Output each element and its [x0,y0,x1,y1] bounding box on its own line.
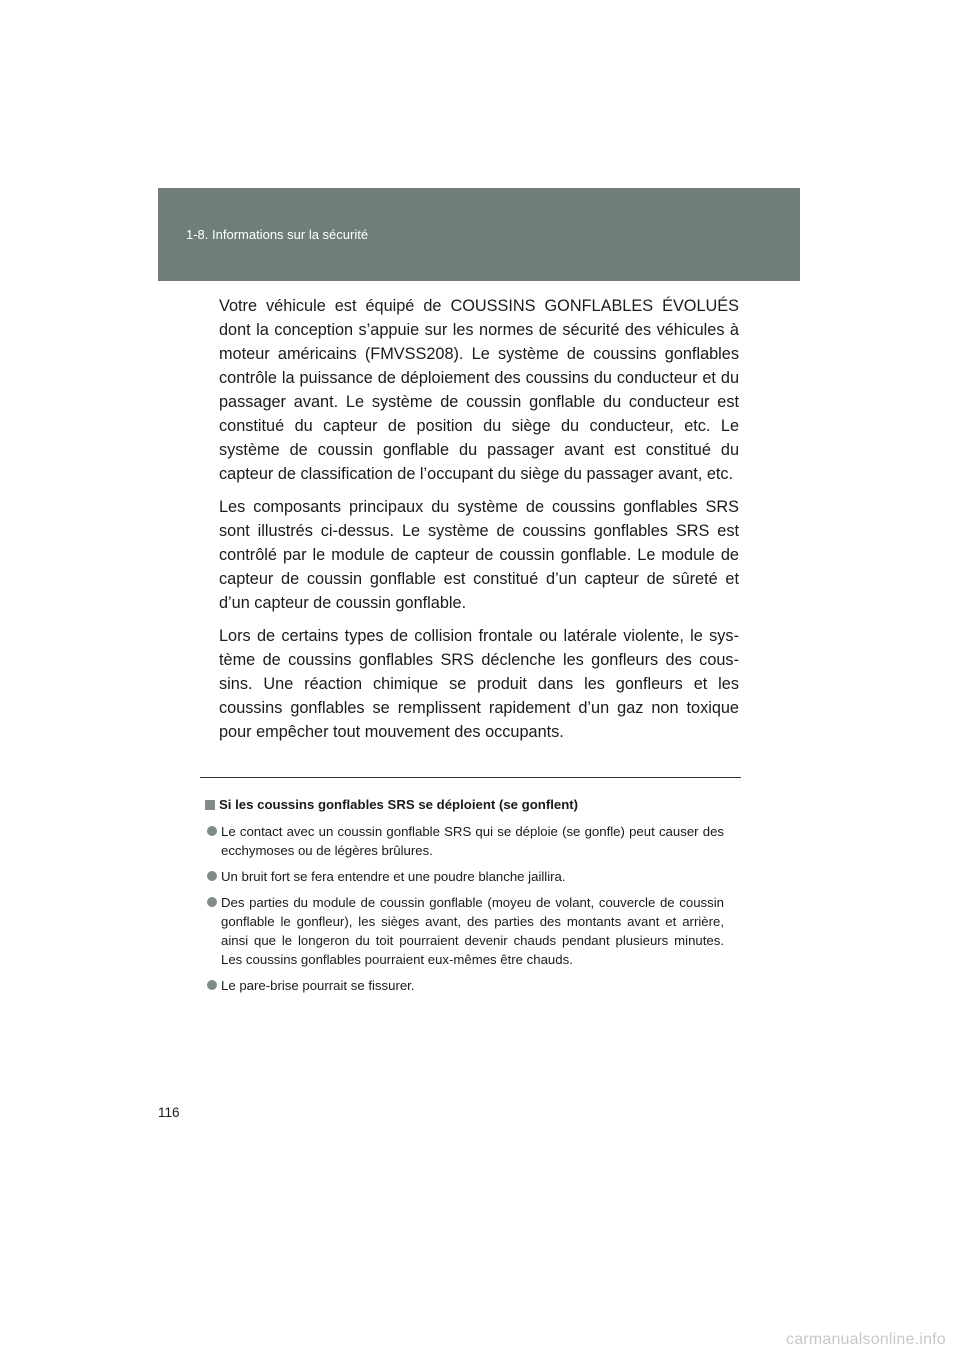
page-number: 116 [158,1105,180,1120]
list-item-text: Le contact avec un coussin gonflable SRS qui se déploie (se gonfle) peut causer des ecchymoses ou de légères brûlures. [221,824,724,858]
notes-heading-text: Si les coussins gonflables SRS se déploient (se gonflent) [219,797,579,812]
paragraph: Votre véhicule est équipé de COUSSINS GONFLABLES ÉVOLUÉS dont la conception s’appuie sur les normes de sécurité des véhicules à moteur américains (FMVSS208). Le système de coussins gonflables contrôle la puissance de déploiement des coussins du conducteur et du passager avant. Le système de coussin gonflable du conducteur est constitué du capteur de position du siège du conducteur, etc. Le système de coussin gonflable du passager avant est constitué du capteur de classification de l’occupant du siège du passager avant, etc. [219,297,739,483]
list-item [204,867,724,886]
circle-bullet-icon [207,897,217,907]
list-item-text: Le pare-brise pourrait se fissurer. [221,978,415,993]
section-divider [200,777,741,778]
list-item [204,822,724,860]
section-header-band [158,188,800,281]
circle-bullet-icon [207,980,217,990]
main-content [219,294,739,753]
square-bullet-icon [205,800,215,810]
list-item-text: Des parties du module de coussin gonflable (moyeu de volant, couvercle de coussin gonflable le gonfleur), les sièges avant, des parties des montants avant et arrière, ainsi que le longeron du toit pourraient devenir chauds pendant plusieurs minutes. Les coussins gonflables pourraient eux-mêmes être chauds. [221,895,724,967]
circle-bullet-icon [207,871,217,881]
notes-heading [204,796,724,814]
list-item [204,976,724,995]
section-title: 1-8. Informations sur la sécurité [186,227,369,242]
paragraph: Les composants principaux du système de coussins gonflables SRS sont illustrés ci-dessus. Le système de coussins gonflables SRS est contrôlé par le module de capteur de coussin gonflable. Le module de capteur de coussin gonflable est constitué d’un capteur de sûreté et d’un capteur de coussin gonflable. [219,498,739,612]
watermark-link[interactable]: carmanualsonline.info [786,1331,946,1348]
list-item [204,893,724,969]
circle-bullet-icon [207,826,217,836]
list-item-text: Un bruit fort se fera entendre et une poudre blanche jaillira. [221,869,566,884]
notes-section [204,796,724,1002]
paragraph: Lors de certains types de collision frontale ou latérale violente, le système de coussins gonflables SRS déclenche les gonfleurs des coussins. Une réaction chimique se produit dans les gonfleurs et les coussins gonflables se remplissent rapidement d’un gaz non toxique pour empêcher tout mouvement des occupants. [219,627,739,741]
